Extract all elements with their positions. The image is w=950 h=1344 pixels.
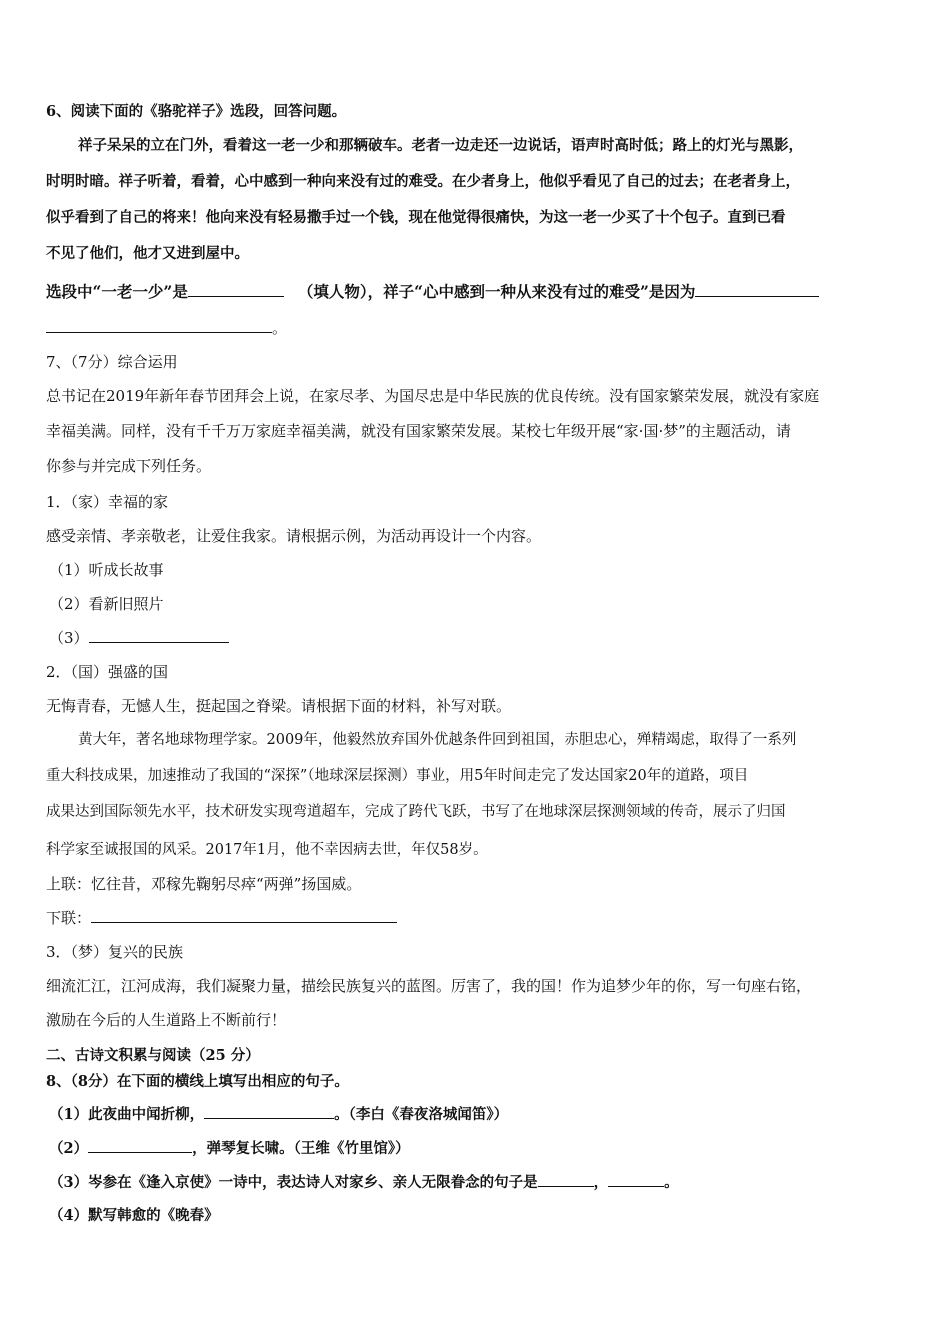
q6-passage-line-2: 时明时暗。祥子听着，看着，心中感到一种向来没有过的难受。在少者身上，他似乎看见了自己的过去；在老者身上， [46,173,800,190]
section2-title: 二、古诗文积累与阅读（25 分） [46,1047,260,1064]
q6-question [46,282,819,302]
q7-material-line-1: 黄大年，著名地球物理学家。2009年，他毅然放弃国外优越条件回到祖国，赤胆忠心，殚精竭虑，取得了一系列 [78,732,797,748]
q7-task1-desc: 感受亲情、孝亲敬老，让爱住我家。请根据示例，为活动再设计一个内容。 [46,527,542,545]
q8-item-1-blank[interactable] [204,1104,334,1119]
q8-item-2-part-b: ，弹琴复长啸。（王维《竹里馆》） [192,1140,410,1157]
q6-question-part-b: （填人物），祥子“心中感到一种从来没有过的难受”是因为 [297,282,696,301]
q8-title: 8、（8分）在下面的横线上填写出相应的句子。 [46,1073,349,1090]
q7-intro-line-1: 总书记在2019年新年春节团拜会上说，在家尽孝、为国尽忠是中华民族的优良传统。没有国家繁荣发展，就没有家庭 [46,387,820,405]
q7-couplet-blank[interactable] [91,908,397,923]
q6-question-part-a: 选段中“一老一少”是 [46,282,188,301]
q8-item-4: （4）默写韩愈的《晚春》 [49,1207,219,1224]
q6-passage-line-3: 似乎看到了自己的将来！他向来没有轻易撒手过一个钱，现在他觉得很痛快，为这一老一少买了十个包子。直到已看 [46,209,786,226]
q7-couplet-lower [46,908,397,928]
q7-intro-line-2: 幸福美满。同样，没有千千万万家庭幸福美满，就没有国家繁荣发展。某校七年级开展“家·国·梦”的主题活动，请 [46,422,791,440]
q8-item-2-blank[interactable] [88,1138,192,1153]
q8-item-1 [49,1104,508,1125]
q8-item-3-blank-1[interactable] [538,1172,594,1187]
q6-blank-person[interactable] [188,282,284,297]
q6-blank-reason-cont[interactable] [46,318,272,333]
q7-material-line-2: 重大科技成果，加速推动了我国的“深探”（地球深层探测）事业，用5年时间走完了发达国家20年的道路，项目 [46,768,749,784]
q8-item-2 [49,1138,410,1159]
q8-item-3-part-a: （3）岑参在《逢入京使》一诗中，表达诗人对家乡、亲人无限眷念的句子是 [49,1174,538,1191]
q7-task3-title: 3．（梦）复兴的民族 [46,943,184,961]
q7-material-line-4: 科学家至诚报国的风采。2017年1月，他不幸因病去世，年仅58岁。 [46,842,488,858]
q7-couplet-lower-label: 下联： [46,909,92,927]
q7-task1-item-1: （1）听成长故事 [49,561,164,579]
q6-title: 6、阅读下面的《骆驼祥子》选段，回答问题。 [46,103,347,120]
q7-task1-item-3-label: （3） [49,629,89,647]
q6-blank-reason[interactable] [695,282,819,297]
q7-task1-blank[interactable] [89,628,229,643]
q8-item-3-sep: ， [593,1174,609,1191]
q7-task1-item-2: （2）看新旧照片 [49,595,164,613]
q8-item-3-end: 。 [664,1174,679,1191]
q7-title: 7、（7分）综合运用 [46,353,178,371]
q6-question-end: 。 [272,319,288,337]
q8-item-1-part-b: 。（李白《春夜洛城闻笛》） [334,1106,509,1123]
q6-passage-line-1: 祥子呆呆的立在门外，看着这一老一少和那辆破车。老者一边走还一边说话，语声时高时低；路上的灯光与黑影， [78,137,803,154]
q7-task3-desc-2: 激励在今后的人生道路上不断前行！ [46,1011,287,1029]
q7-task3-desc-1: 细流汇江，江河成海，我们凝聚力量，描绘民族复兴的蓝图。厉害了，我的国！作为追梦少年的你，写一句座右铭， [46,977,812,995]
q7-task1-title: 1．（家）幸福的家 [46,493,169,511]
q7-intro-line-3: 你参与并完成下列任务。 [46,457,212,475]
q8-item-1-part-a: （1）此夜曲中闻折柳， [49,1106,205,1123]
q7-task2-title: 2．（国）强盛的国 [46,663,169,681]
q7-couplet-upper: 上联：忆往昔，邓稼先鞠躬尽瘁“两弹”扬国威。 [46,875,362,893]
q6-answer-line [46,318,287,338]
q7-task1-item-3 [49,628,229,648]
q8-item-3 [49,1172,679,1193]
q8-item-2-part-a: （2） [49,1140,89,1157]
q7-material-line-3: 成果达到国际领先水平，技术研发实现弯道超车，完成了跨代飞跃，书写了在地球深层探测领域的传奇，展示了归国 [46,804,786,820]
q8-item-3-blank-2[interactable] [608,1172,664,1187]
q6-passage-line-4: 不见了他们，他才又进到屋中。 [46,245,249,262]
q7-task2-desc: 无悔青春，无憾人生，挺起国之脊梁。请根据下面的材料，补写对联。 [46,697,512,715]
